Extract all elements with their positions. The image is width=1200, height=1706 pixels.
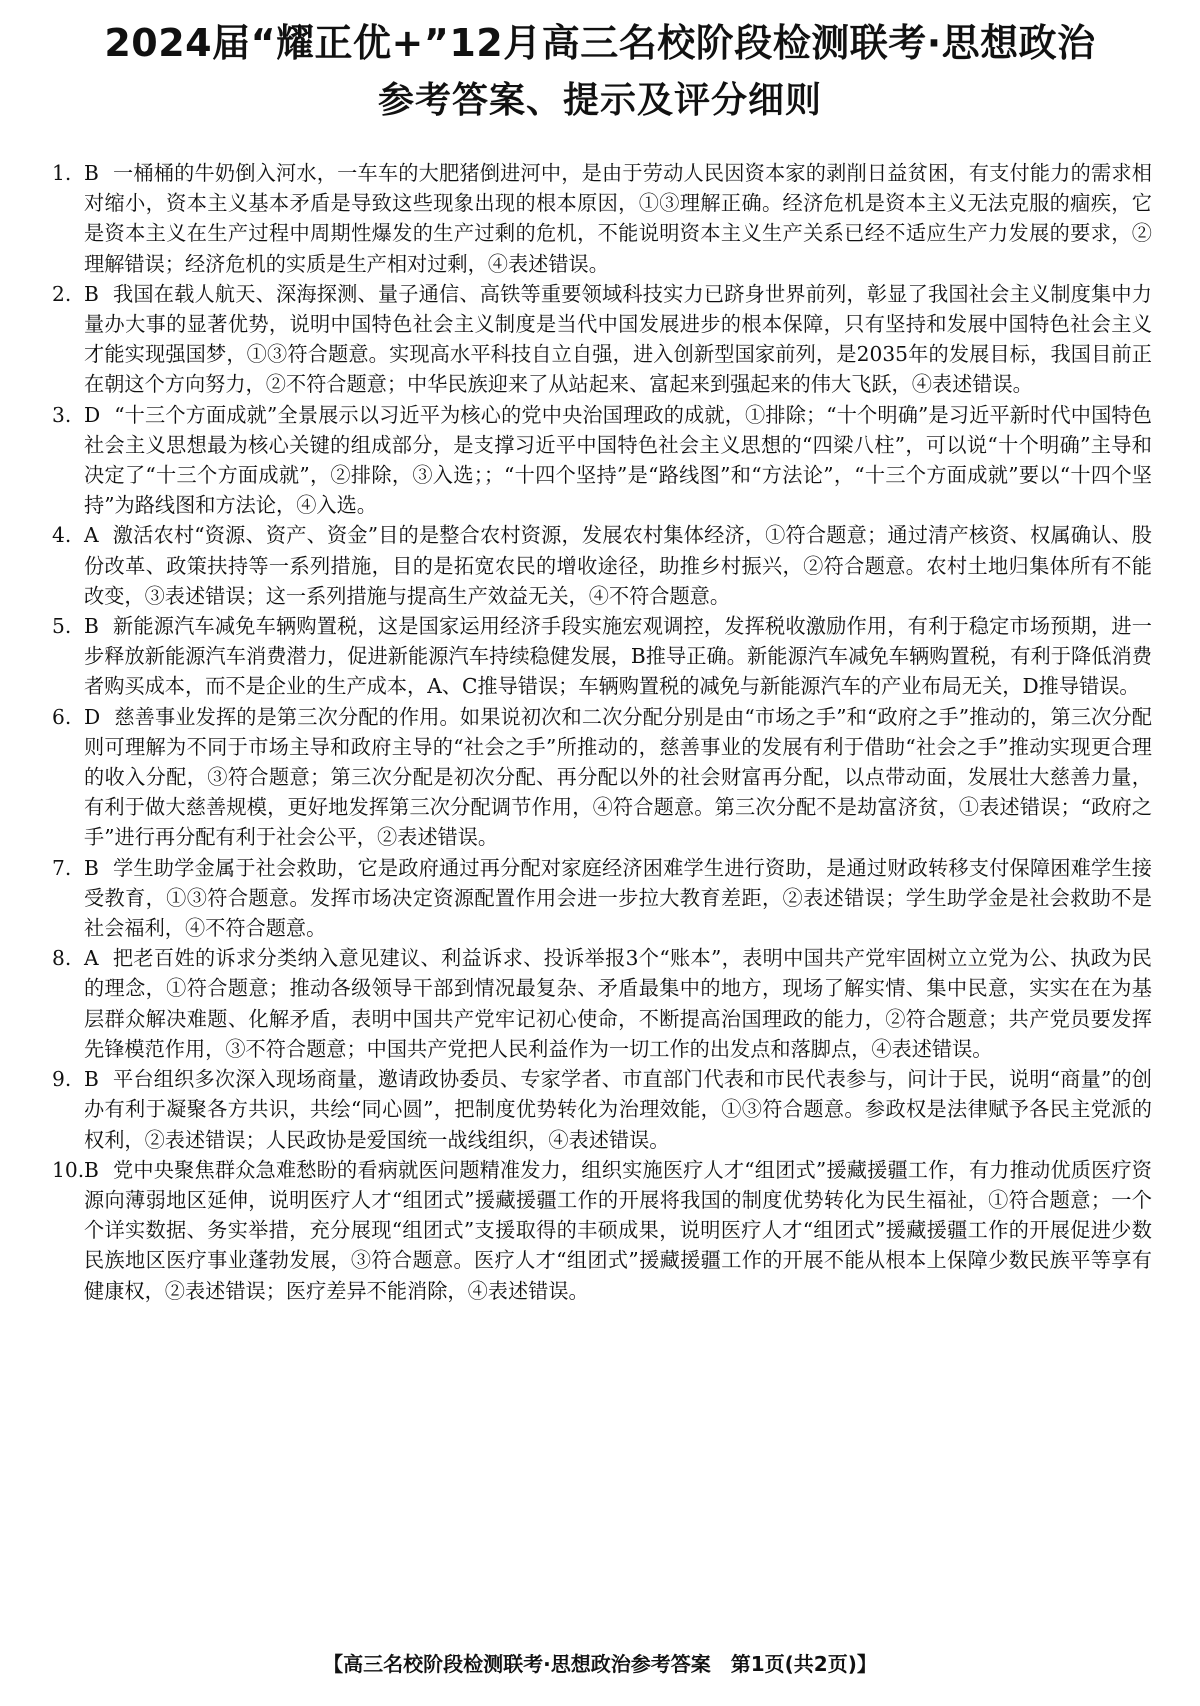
answer-explanation: “十三个方面成就”全景展示以习近平为核心的党中央治国理政的成就，①排除；“十个明确”是习近平新时代中国特色社会主义思想最为核心关键的组成部分，是支撑习近平中国特色社会主义思想的“四梁八柱”，可以说“十个明确”主导和决定了“十三个方面成就”，②排除，③入选；；“十四个坚持”是“路线图”和“方法论”，“十三个方面成就”要以“十四个坚持”为路线图和方法论，④入选。 — [84, 402, 1152, 518]
answer-item-9 — [52, 1064, 1152, 1155]
answer-choice: B — [84, 855, 99, 880]
answer-number: 10. — [52, 1157, 85, 1182]
answer-item-1 — [52, 158, 1152, 279]
answer-number: 6. — [52, 704, 72, 729]
page-title: 2024届“耀正优+”12月高三名校阶段检测联考·思想政治 — [104, 21, 1096, 65]
answer-item-10 — [52, 1155, 1152, 1306]
answer-item-6 — [52, 702, 1152, 853]
answer-number: 2. — [52, 281, 72, 306]
page-footer: 【高三名校阶段检测联考·思想政治参考答案 第1页(共2页)】 — [323, 1652, 877, 1676]
answer-item-4 — [52, 520, 1152, 611]
answer-explanation: 党中央聚焦群众急难愁盼的看病就医问题精准发力，组织实施医疗人才“组团式”援藏援疆工作，有力推动优质医疗资源向薄弱地区延伸，说明医疗人才“组团式”援藏援疆工作的开展将我国的制度优势转化为民生福祉，①符合题意；一个个详实数据、务实举措，充分展现“组团式”支援取得的丰硕成果，说明医疗人才“组团式”援藏援疆工作的开展促进少数民族地区医疗事业蓬勃发展，③符合题意。医疗人才“组团式”援藏援疆工作的开展不能从根本上保障少数民族平等享有健康权，②表述错误；医疗差异不能消除，④表述错误。 — [84, 1157, 1152, 1303]
answer-explanation: 我国在载人航天、深海探测、量子通信、高铁等重要领域科技实力已跻身世界前列，彰显了我国社会主义制度集中力量办大事的显著优势，说明中国特色社会主义制度是当代中国发展进步的根本保障，只有坚持和发展中国特色社会主义才能实现强国梦，①③符合题意。实现高水平科技自立自强，进入创新型国家前列，是2035年的发展目标，我国目前正在朝这个方向努力，②不符合题意；中华民族迎来了从站起来、富起来到强起来的伟大飞跃，④表述错误。 — [84, 281, 1152, 397]
answer-number: 8. — [52, 946, 72, 971]
answer-choice: B — [84, 161, 99, 185]
answer-explanation: 慈善事业发挥的是第三次分配的作用。如果说初次和二次分配分别是由“市场之手”和“政府之手”推动的，第三次分配则可理解为不同于市场主导和政府主导的“社会之手”所推动的，慈善事业的发展有利于借助“社会之手”推动实现更合理的收入分配，③符合题意；第三次分配是初次分配、再分配以外的社会财富再分配，以点带动面，发展壮大慈善力量，有利于做大慈善规模，更好地发挥第三次分配调节作用，④符合题意。第三次分配不是劫富济贫，①表述错误；“政府之手”进行再分配有利于社会公平，②表述错误。 — [84, 704, 1152, 850]
answer-choice: D — [84, 402, 101, 427]
answer-explanation: 新能源汽车减免车辆购置税，这是国家运用经济手段实施宏观调控，发挥税收激励作用，有利于稳定市场预期，进一步释放新能源汽车消费潜力，促进新能源汽车持续稳健发展，B推导正确。新能源汽车减免车辆购置税，有利于降低消费者购买成本，而不是企业的生产成本，A、C推导错误；车辆购置税的减免与新能源汽车的产业布局无关，D推导错误。 — [84, 614, 1152, 699]
answer-choice: B — [84, 281, 99, 306]
answer-number: 5. — [52, 614, 72, 639]
answer-explanation: 激活农村“资源、资产、资金”目的是整合农村资源，发展农村集体经济，①符合题意；通过清产核资、权属确认、股份改革、政策扶持等一系列措施，目的是拓宽农民的增收途径，助推乡村振兴，②符合题意。农村土地归集体所有不能改变，③表述错误；这一系列措施与提高生产效益无关，④不符合题意。 — [84, 523, 1152, 608]
answer-choice: D — [84, 704, 101, 729]
answer-explanation: 学生助学金属于社会救助，它是政府通过再分配对家庭经济困难学生进行资助，是通过财政转移支付保障困难学生接受教育，①③符合题意。发挥市场决定资源配置作用会进一步拉大教育差距，②表述错误；学生助学金是社会救助不是社会福利，④不符合题意。 — [84, 855, 1152, 941]
answer-choice: B — [84, 614, 99, 639]
answer-number: 9. — [52, 1067, 72, 1092]
answer-list — [52, 158, 1152, 1306]
answer-item-2 — [52, 279, 1152, 400]
answer-number: 3. — [52, 402, 72, 427]
answer-choice: B — [84, 1067, 99, 1092]
answer-explanation: 把老百姓的诉求分类纳入意见建议、利益诉求、投诉举报3个“账本”，表明中国共产党牢固树立立党为公、执政为民的理念，①符合题意；推动各级领导干部到情况最复杂、矛盾最集中的地方，现场了解实情、集中民意，实实在在为基层群众解决难题、化解矛盾，表明中国共产党牢记初心使命，不断提高治国理政的能力，②符合题意；共产党员要发挥先锋模范作用，③不符合题意；中国共产党把人民利益作为一切工作的出发点和落脚点，④表述错误。 — [84, 946, 1152, 1061]
answer-explanation: 一桶桶的牛奶倒入河水，一车车的大肥猪倒进河中，是由于劳动人民因资本家的剥削日益贫困，有支付能力的需求相对缩小，资本主义基本矛盾是导致这些现象出现的根本原因，①③理解正确。经济危机是资本主义无法克服的痼疾，它是资本主义在生产过程中周期性爆发的生产过剩的危机，不能说明资本主义生产关系已经不适应生产力发展的要求，②理解错误；经济危机的实质是生产相对过剩，④表述错误。 — [84, 161, 1152, 276]
answer-choice: A — [84, 946, 99, 971]
answer-item-7 — [52, 853, 1152, 944]
answer-choice: A — [84, 523, 99, 548]
answer-choice: B — [84, 1157, 99, 1182]
page-subtitle: 参考答案、提示及评分细则 — [377, 80, 822, 121]
answer-item-8 — [52, 943, 1152, 1064]
answer-item-5 — [52, 611, 1152, 702]
answer-number: 7. — [52, 855, 72, 880]
answer-number: 1. — [52, 161, 72, 185]
answer-number: 4. — [52, 523, 72, 548]
answer-explanation: 平台组织多次深入现场商量，邀请政协委员、专家学者、市直部门代表和市民代表参与，问计于民，说明“商量”的创办有利于凝聚各方共识，共绘“同心圆”，把制度优势转化为治理效能，①③符合题意。参政权是法律赋予各民主党派的权利，②表述错误；人民政协是爱国统一战线组织，④表述错误。 — [84, 1067, 1152, 1152]
answer-item-3 — [52, 400, 1152, 521]
